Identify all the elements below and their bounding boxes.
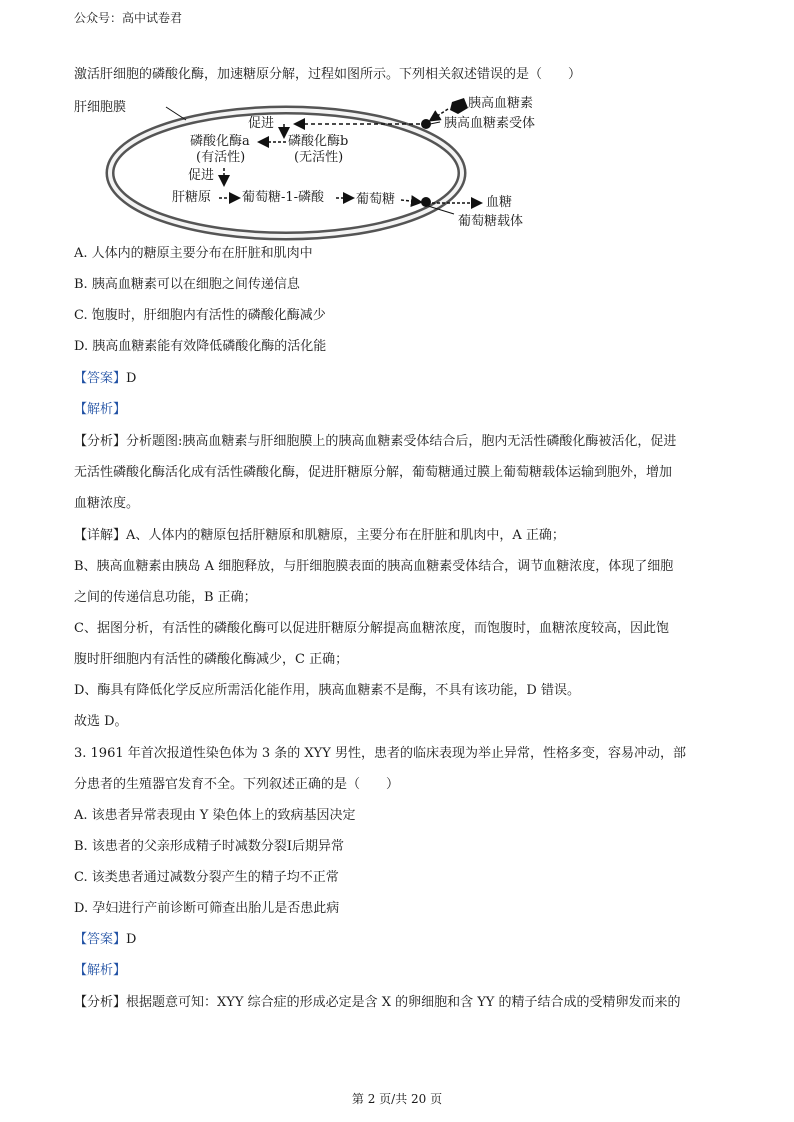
- q2-option-b: B. 胰高血糖素可以在细胞之间传递信息: [74, 277, 300, 292]
- q2-answer-tag: 【答案】: [74, 371, 127, 386]
- enzyme-a-label: 磷酸化酶a: [190, 134, 250, 149]
- membrane-label: 肝细胞膜: [74, 100, 127, 115]
- q3-stem-line-2: 分患者的生殖器官发育不全。下列叙述正确的是（ ）: [74, 777, 400, 792]
- q3-explain-tag: 【解析】: [74, 963, 127, 978]
- q2-answer-value: D: [126, 371, 137, 386]
- cell-membrane-inner: [110, 110, 462, 236]
- q3-analysis-tag: 【分析】: [74, 995, 127, 1010]
- q2-stem-tail: 激活肝细胞的磷酸化酶，加速糖原分解，过程如图所示。下列相关叙述错误的是（ ）: [74, 67, 582, 82]
- q3-option-d: D. 孕妇进行产前诊断可筛查出胎儿是否患此病: [74, 901, 340, 916]
- q3-answer-value: D: [126, 932, 137, 947]
- glucagon-icon: [450, 98, 468, 114]
- q2-analysis-text-1: 分析题图:胰高血糖素与肝细胞膜上的胰高血糖素受体结合后，胞内无活性磷酸化酶被活化，促进: [126, 434, 677, 449]
- membrane-pointer: [166, 107, 186, 120]
- g1p-label: 葡萄糖-1-磷酸: [242, 190, 325, 205]
- blood-sugar-label: 血糖: [486, 195, 513, 210]
- q2-detail-line-4: C、据图分析，有活性的磷酸化酶可以促进肝糖原分解提高血糖浓度，而饱腹时，血糖浓度较高，因此饱: [74, 621, 669, 636]
- q3-analysis-text: 根据题意可知：XYY 综合症的形成必定是含 X 的卵细胞和含 YY 的精子结合成的受精卵发而来的: [126, 995, 681, 1010]
- receptor-icon: [421, 119, 431, 129]
- q2-analysis-line-2: 无活性磷酸化酶活化成有活性磷酸化酶，促进肝糖原分解，葡萄糖通过膜上葡萄糖载体运输到胞外，增加: [74, 465, 673, 480]
- q3-stem-line-1: 3. 1961 年首次报道性染色体为 3 条的 XYY 男性，患者的临床表现为举止异常，性格多变，容易冲动，部: [74, 746, 686, 761]
- promote-label-2: 促进: [188, 168, 215, 183]
- receptor-pointer: [430, 122, 440, 124]
- page-footer: 第 2 页/共 20 页: [351, 1092, 443, 1106]
- q2-detail-line-5: 腹时肝细胞内有活性的磷酸化酶减少，C 正确；: [74, 652, 349, 667]
- glycogen-label: 肝糖原: [172, 190, 212, 205]
- q3-answer-tag: 【答案】: [74, 932, 127, 947]
- q2-option-c: C. 饱腹时，肝细胞内有活性的磷酸化酶减少: [74, 308, 326, 323]
- promote-label-1: 促进: [248, 116, 275, 131]
- q2-analysis-line-1: [74, 433, 676, 451]
- q3-option-c: C. 该类患者通过减数分裂产生的精子均不正常: [74, 870, 339, 885]
- q2-option-d: D. 胰高血糖素能有效降低磷酸化酶的活化能: [74, 339, 327, 354]
- q3-analysis-line: [74, 994, 681, 1012]
- q2-analysis-tag: 【分析】: [74, 434, 127, 449]
- glucose-label: 葡萄糖: [356, 192, 396, 207]
- enzyme-b-note: (无活性): [294, 150, 344, 165]
- carrier-label: 葡萄糖载体: [458, 214, 524, 229]
- q2-detail-line-1: [74, 527, 565, 545]
- carrier-icon: [421, 197, 431, 207]
- glucose-arrow: [401, 200, 420, 202]
- q2-explain-tag: 【解析】: [74, 402, 127, 417]
- liver-cell-diagram: [74, 92, 574, 242]
- q2-analysis-line-3: 血糖浓度。: [74, 496, 140, 511]
- q2-detail-tag: 【详解】: [74, 528, 127, 543]
- enzyme-b-label: 磷酸化酶b: [288, 134, 349, 149]
- q2-detail-line-7: 故选 D。: [74, 714, 128, 729]
- q3-option-a: A. 该患者异常表现由 Y 染色体上的致病基因决定: [74, 808, 356, 823]
- q3-answer: [74, 931, 136, 949]
- q2-answer: [74, 370, 136, 388]
- glucagon-label: 胰高血糖素: [468, 96, 534, 111]
- q3-option-b: B. 该患者的父亲形成精子时减数分裂Ⅰ后期异常: [74, 839, 344, 854]
- q2-detail-line-2: B、胰高血糖素由胰岛 A 细胞释放，与肝细胞膜表面的胰高血糖素受体结合，调节血糖浓度，体现了细胞: [74, 559, 674, 574]
- q2-detail-line-3: 之间的传递信息功能，B 正确；: [74, 590, 257, 605]
- enzyme-a-note: (有活性): [196, 150, 246, 165]
- q2-option-a: A. 人体内的糖原主要分布在肝脏和肌肉中: [74, 246, 313, 261]
- header-source: 公众号：高中试卷君: [74, 11, 183, 25]
- receptor-label: 胰高血糖素受体: [444, 116, 536, 131]
- q2-detail-line-6: D、酶具有降低化学反应所需活化能作用，胰高血糖素不是酶，不具有该功能，D 错误。: [74, 683, 580, 698]
- q2-detail-text-1: A、人体内的糖原包括肝糖原和肌糖原，主要分布在肝脏和肌肉中，A 正确；: [126, 528, 565, 543]
